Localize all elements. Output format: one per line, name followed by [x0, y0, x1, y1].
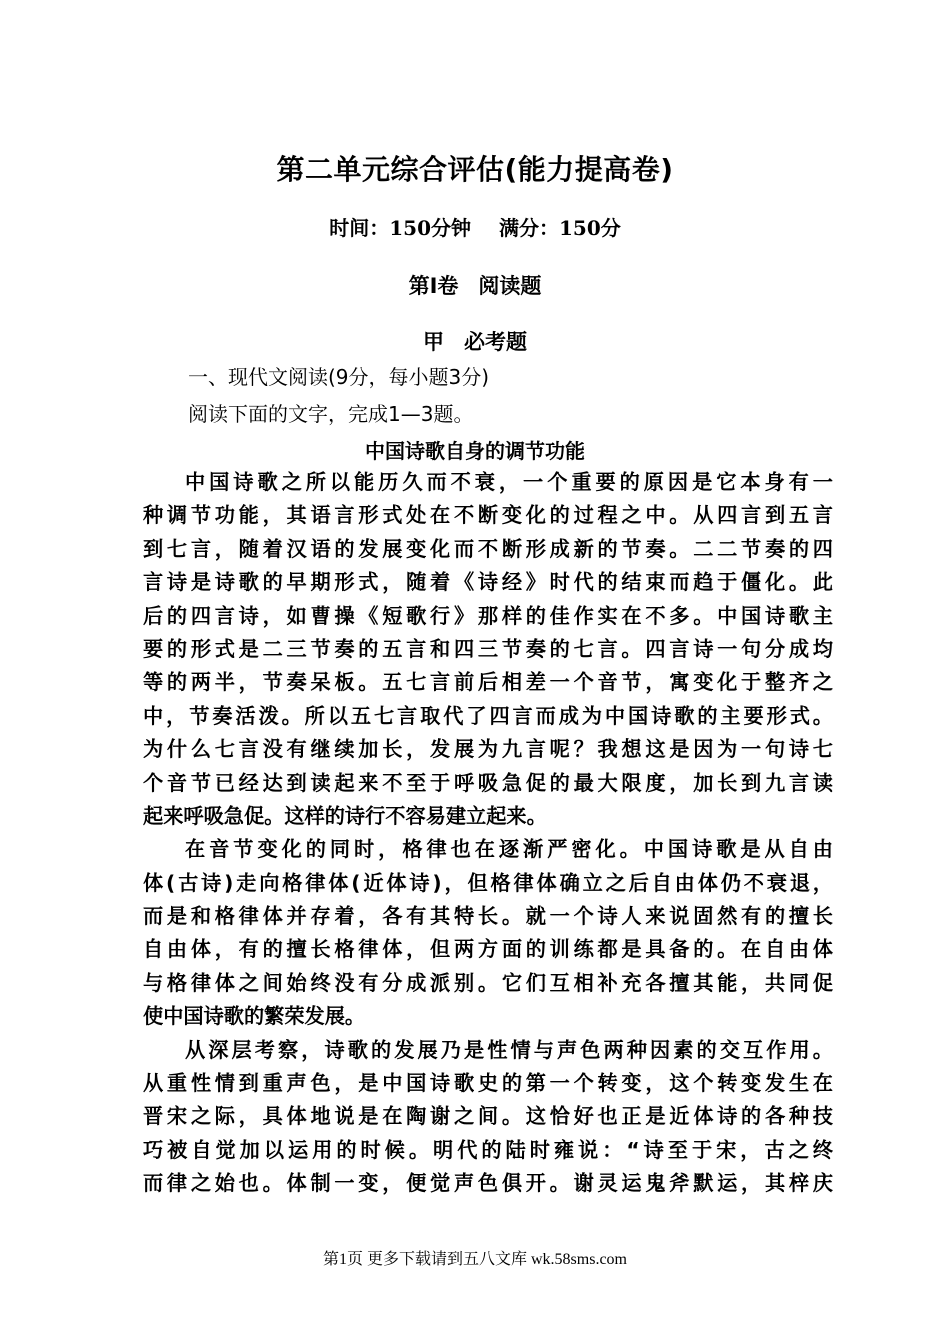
article-line: 与格律体之间始终没有分成派别。它们互相补充各擅其能，共同促	[143, 970, 833, 995]
article-line: 自由体，有的擅长格律体，但两方面的训练都是具备的。在自由体	[143, 937, 833, 962]
article-title: 中国诗歌自身的调节功能	[365, 439, 585, 463]
part-heading	[0, 270, 950, 300]
article-line: 为什么七言没有继续加长，发展为九言呢？我想这是因为一句诗七	[143, 737, 833, 762]
article-line: 到七言，随着汉语的发展变化而不断形成新的节奏。二二节奏的四	[143, 536, 833, 561]
reading-instruction: 阅读下面的文字，完成1—3题。	[188, 402, 474, 426]
article-line: 起来呼吸急促。这样的诗行不容易建立起来。	[143, 803, 547, 828]
score-label: 满分：	[499, 216, 559, 240]
article-line: 使中国诗歌的繁荣发展。	[143, 1004, 366, 1029]
article-line: 等的两半，节奏呆板。五七言前后相差一个音节，寓变化于整齐之	[143, 670, 833, 695]
article-line: 后的四言诗，如曹操《短歌行》那样的佳作实在不多。中国诗歌主	[143, 603, 833, 628]
article-line: 在音节变化的同时，格律也在逐渐严密化。中国诗歌是从自由	[185, 837, 833, 862]
score-value: 150分	[559, 216, 621, 240]
exam-meta	[0, 212, 950, 241]
article-line: 从深层考察，诗歌的发展乃是性情与声色两种因素的交互作用。	[185, 1037, 833, 1062]
article-line: 巧被自觉加以运用的时候。明代的陆时雍说：“诗至于宋，古之终	[143, 1137, 833, 1162]
part-label: 第Ⅰ卷	[408, 274, 459, 298]
page-footer: 第1页 更多下载请到五八文库 wk.58sms.com	[322, 1251, 627, 1268]
article-line: 中国诗歌之所以能历久而不衰，一个重要的原因是它本身有一	[185, 470, 833, 494]
article-line: 晋宋之际，具体地说是在陶谢之间。这恰好也正是近体诗的各种技	[143, 1104, 833, 1129]
article-line: 而律之始也。体制一变，便觉声色俱开。谢灵运鬼斧默运，其梓庆	[143, 1171, 833, 1196]
time-label: 时间：	[329, 216, 390, 240]
article-line: 而是和格律体并存着，各有其特长。就一个诗人来说固然有的擅长	[143, 904, 833, 929]
article-line: 体(古诗)走向格律体(近体诗)，但格律体确立之后自由体仍不衰退，	[143, 870, 833, 895]
article-line: 个音节已经达到读起来不至于呼吸急促的最大限度，加长到九言读	[143, 770, 833, 795]
article-line: 从重性情到重声色，是中国诗歌史的第一个转变，这个转变发生在	[143, 1071, 833, 1096]
section-name: 必考题	[464, 330, 527, 354]
article-line: 种调节功能，其语言形式处在不断变化的过程之中。从四言到五言	[143, 503, 833, 528]
article-line: 要的形式是二三节奏的五言和四三节奏的七言。四言诗一句分成均	[143, 636, 833, 661]
question-heading: 一、现代文阅读(9分，每小题3分)	[188, 365, 490, 389]
article-body	[143, 466, 833, 1201]
part-name: 阅读题	[478, 274, 542, 298]
time-value: 150分钟	[389, 216, 471, 240]
article-line: 中，节奏活泼。所以五七言取代了四言而成为中国诗歌的主要形式。	[143, 703, 833, 728]
section-label: 甲	[423, 330, 444, 354]
article-line: 言诗是诗歌的早期形式，随着《诗经》时代的结束而趋于僵化。此	[143, 570, 833, 595]
exam-title: 第二单元综合评估(能力提高卷)	[276, 153, 674, 186]
section-heading	[0, 326, 950, 356]
